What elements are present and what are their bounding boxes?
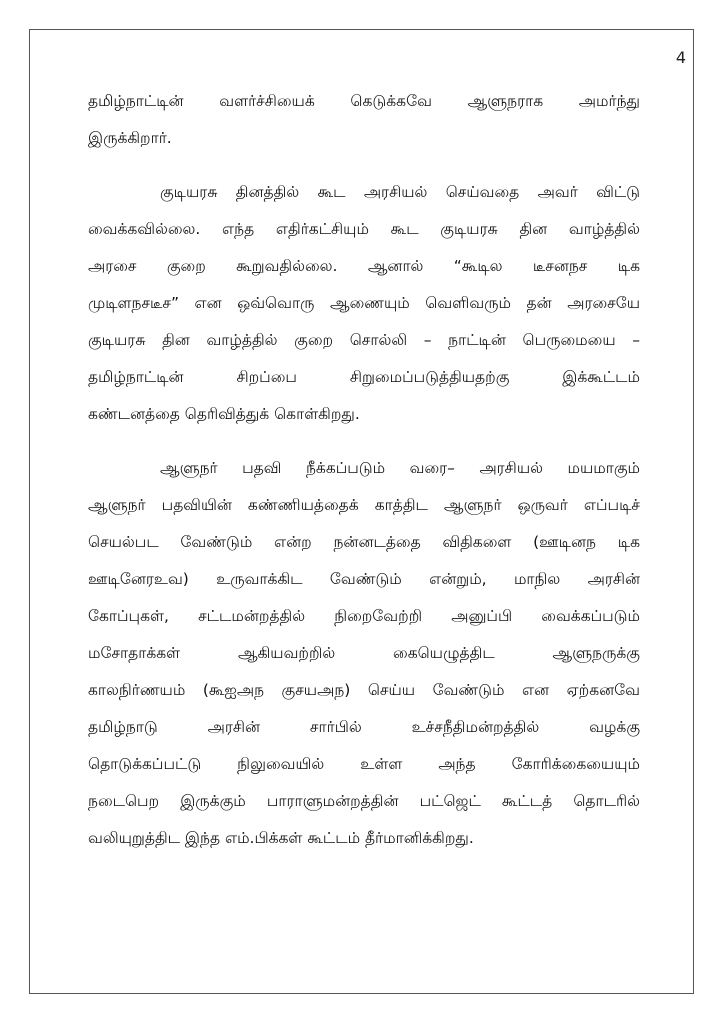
text-line: அரசை குறை கூறுவதில்லை. ஆனால் “கூடில டீசனநச டிக [88,257,640,275]
text-line: ஊடினேரஉவ) உருவாக்கிட வேண்டும் என்றும், மாநில அரசின் [88,570,640,588]
page-number: 4 [675,48,686,67]
text-line: கோப்புகள், சட்டமன்றத்தில் நிறைவேற்றி அனுப்பி வைக்கப்படும் [88,607,640,625]
text-line: வைக்கவில்லை. எந்த எதிர்கட்சியும் கூட குடியரசு தின வாழ்த்தில் [88,220,640,238]
text-line: வலியுறுத்திட இந்த எம்.பிக்கள் கூட்டம் தீர்மானிக்கிறது. [88,829,474,847]
text-line: நடைபெற இருக்கும் பாராளுமன்றத்தின் பட்ஜெட் கூட்டத் தொடரில் [88,792,640,810]
text-line: தொடுக்கப்பட்டு நிலுவையில் உள்ள அந்த கோரிக்கையையும் [88,755,640,773]
text-line: தமிழ்நாடு அரசின் சார்பில் உச்சநீதிமன்றத்தில் வழக்கு [88,718,640,736]
document-body [88,83,640,857]
text-line: மசோதாக்கள் ஆகியவற்றில் கையெழுத்திட ஆளுநருக்கு [88,644,640,662]
paragraph-1 [88,83,640,157]
text-line: தமிழ்நாட்டின் சிறப்பை சிறுமைப்படுத்தியதற்கு இக்கூட்டம் [88,368,640,386]
text-line: செயல்பட வேண்டும் என்ற நன்னடத்தை விதிகளை (ஊடினந டிக [88,533,640,551]
paragraph-2 [88,174,640,433]
text-line: ஆளுநர் பதவியின் கண்ணியத்தைக் காத்திட ஆளுநர் ஒருவர் எப்படிச் [88,496,640,514]
text-line: குடியரசு தின வாழ்த்தில் குறை சொல்லி – நாட்டின் பெருமையை – [88,331,640,349]
text-line: இருக்கிறார். [88,129,172,147]
text-line: தமிழ்நாட்டின் வளர்ச்சியைக் கெடுக்கவே ஆளுநராக அமர்ந்து [88,92,640,110]
paragraph-3 [88,450,640,857]
text-line: ஆளுநர் பதவி நீக்கப்படும் வரை– அரசியல் மயமாகும் [160,459,640,477]
text-line: குடியரசு தினத்தில் கூட அரசியல் செய்வதை அவர் விட்டு [160,183,640,201]
text-line: காலநிர்ணயம் (கூஐஅந குசயஅந) செய்ய வேண்டும் என ஏற்கனவே [88,681,640,699]
text-line: முடிளநசடீச” என ஒவ்வொரு ஆணையும் வெளிவரும் தன் அரசையே [88,294,640,312]
text-line: கண்டனத்தை தெரிவித்துக் கொள்கிறது. [88,405,360,423]
